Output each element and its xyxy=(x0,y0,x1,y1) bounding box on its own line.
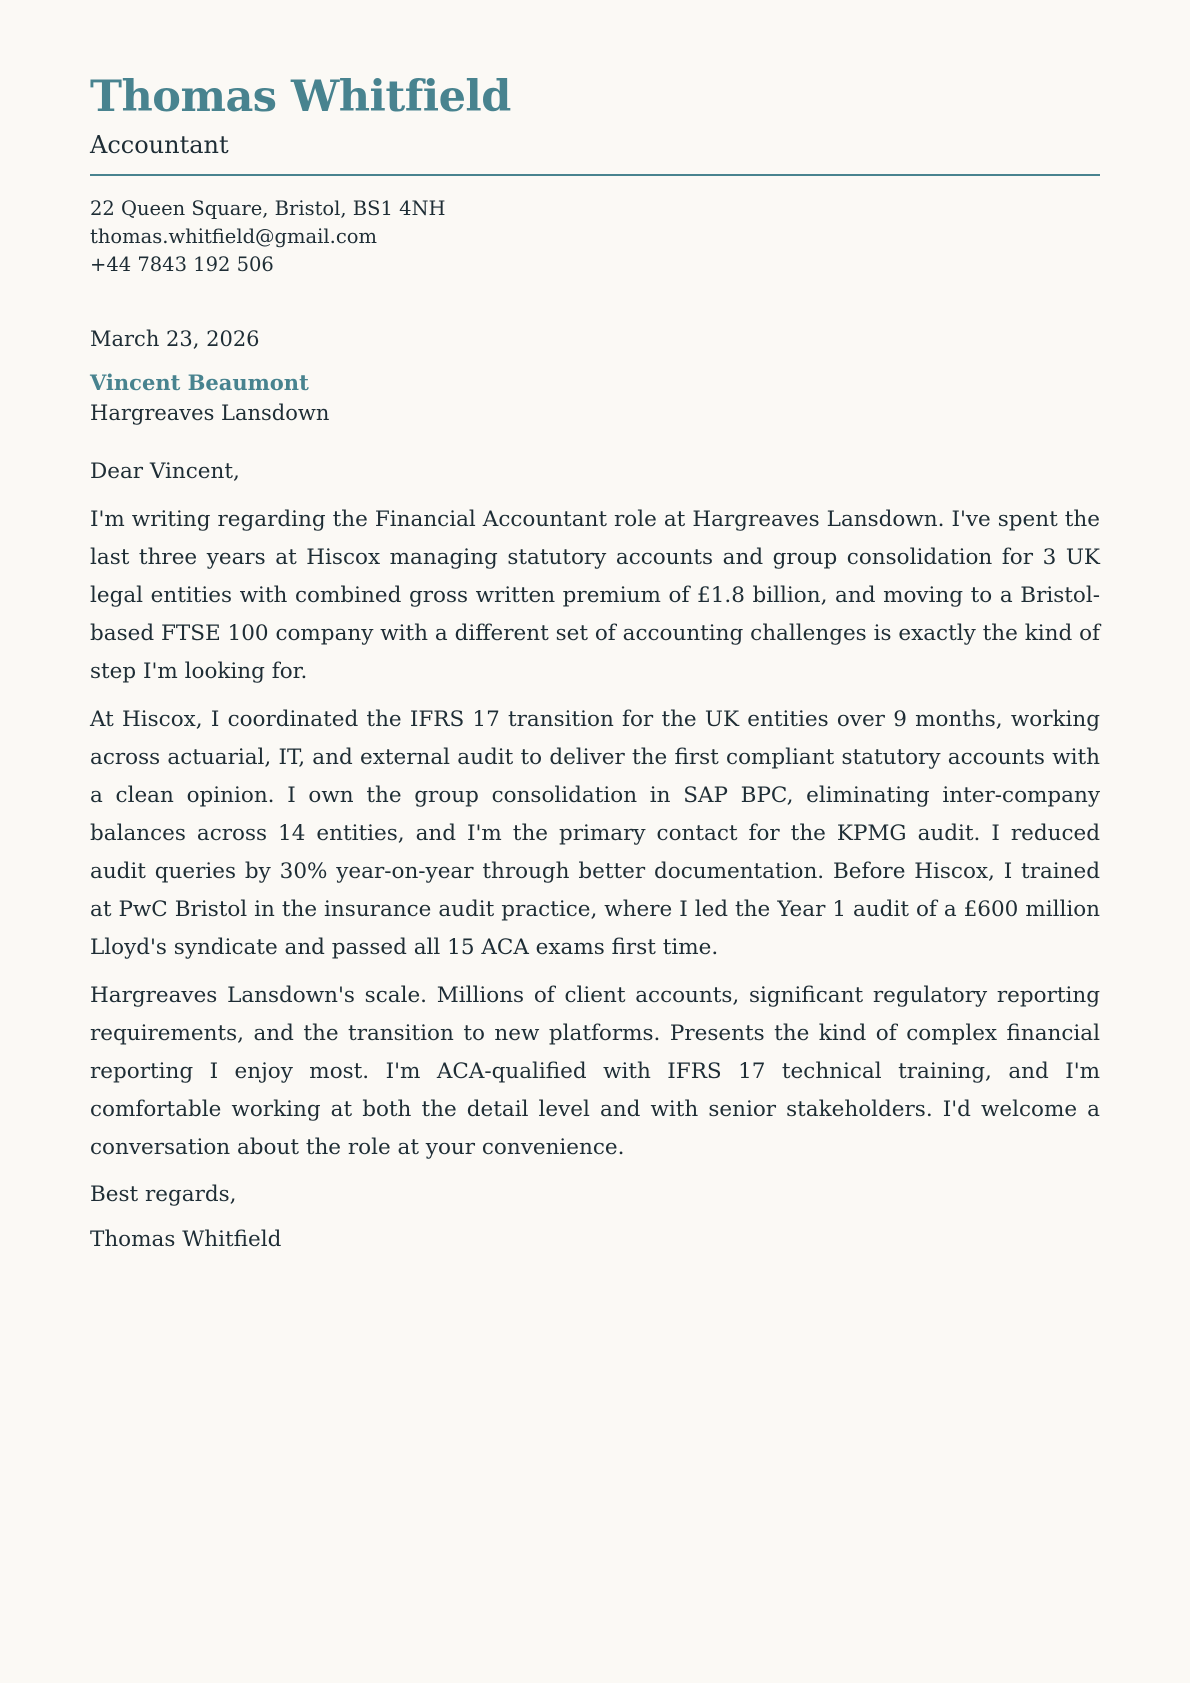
paragraph-motivation: Hargreaves Lansdown's scale. Millions of client accounts, significant regulatory reporting requirements, and the transition to new platforms. Presents the kind of complex financial reporting I enjoy most. I'm ACA-qualified with IFRS 17 technical training, and I'm comfortable working at both the detail level and with senior stakeholders. I'd welcome a conversation about the role at your convenience. xyxy=(90,983,1100,1161)
letter-date: March 23, 2026 xyxy=(90,327,260,352)
recipient-name: Vincent Beaumont xyxy=(90,370,309,396)
contact-address: 22 Queen Square, Bristol, BS1 4NH xyxy=(90,197,446,221)
contact-email: thomas.whitfield@gmail.com xyxy=(90,225,377,249)
header-divider xyxy=(90,174,1100,176)
paragraph-intro: I'm writing regarding the Financial Accountant role at Hargreaves Lansdown. I've spent the last three years at Hiscox managing statutory accounts and group consolidation for 3 UK legal entities with combined gross written premium of £1.8 billion, and moving to a Bristol-based FTSE 100 company with a different set of accounting challenges is exactly the kind of step I'm looking for. xyxy=(90,507,1100,685)
closing: Best regards, xyxy=(90,1182,237,1208)
signature-name: Thomas Whitfield xyxy=(90,1227,282,1253)
contact-block xyxy=(90,195,1100,279)
recipient-block xyxy=(90,367,1100,429)
letter-header xyxy=(90,74,1100,279)
sender-job-title: Accountant xyxy=(90,131,229,160)
salutation: Dear Vincent, xyxy=(90,459,240,485)
contact-phone: +44 7843 192 506 xyxy=(90,253,274,277)
recipient-company: Hargreaves Lansdown xyxy=(90,401,330,426)
letter-body xyxy=(90,324,1100,1259)
paragraph-experience: At Hiscox, I coordinated the IFRS 17 transition for the UK entities over 9 months, working across actuarial, IT, and external audit to deliver the first compliant statutory accounts with a clean opinion. I own the group consolidation in SAP BPC, eliminating inter-company balances across 14 entities, and I'm the primary contact for the KPMG audit. I reduced audit queries by 30% year-on-year through better documentation. Before Hiscox, I trained at PwC Bristol in the insurance audit practice, where I led the Year 1 audit of a £600 million Lloyd's syndicate and passed all 15 ACA exams first time. xyxy=(90,707,1100,961)
sender-name: Thomas Whitfield xyxy=(90,72,511,122)
